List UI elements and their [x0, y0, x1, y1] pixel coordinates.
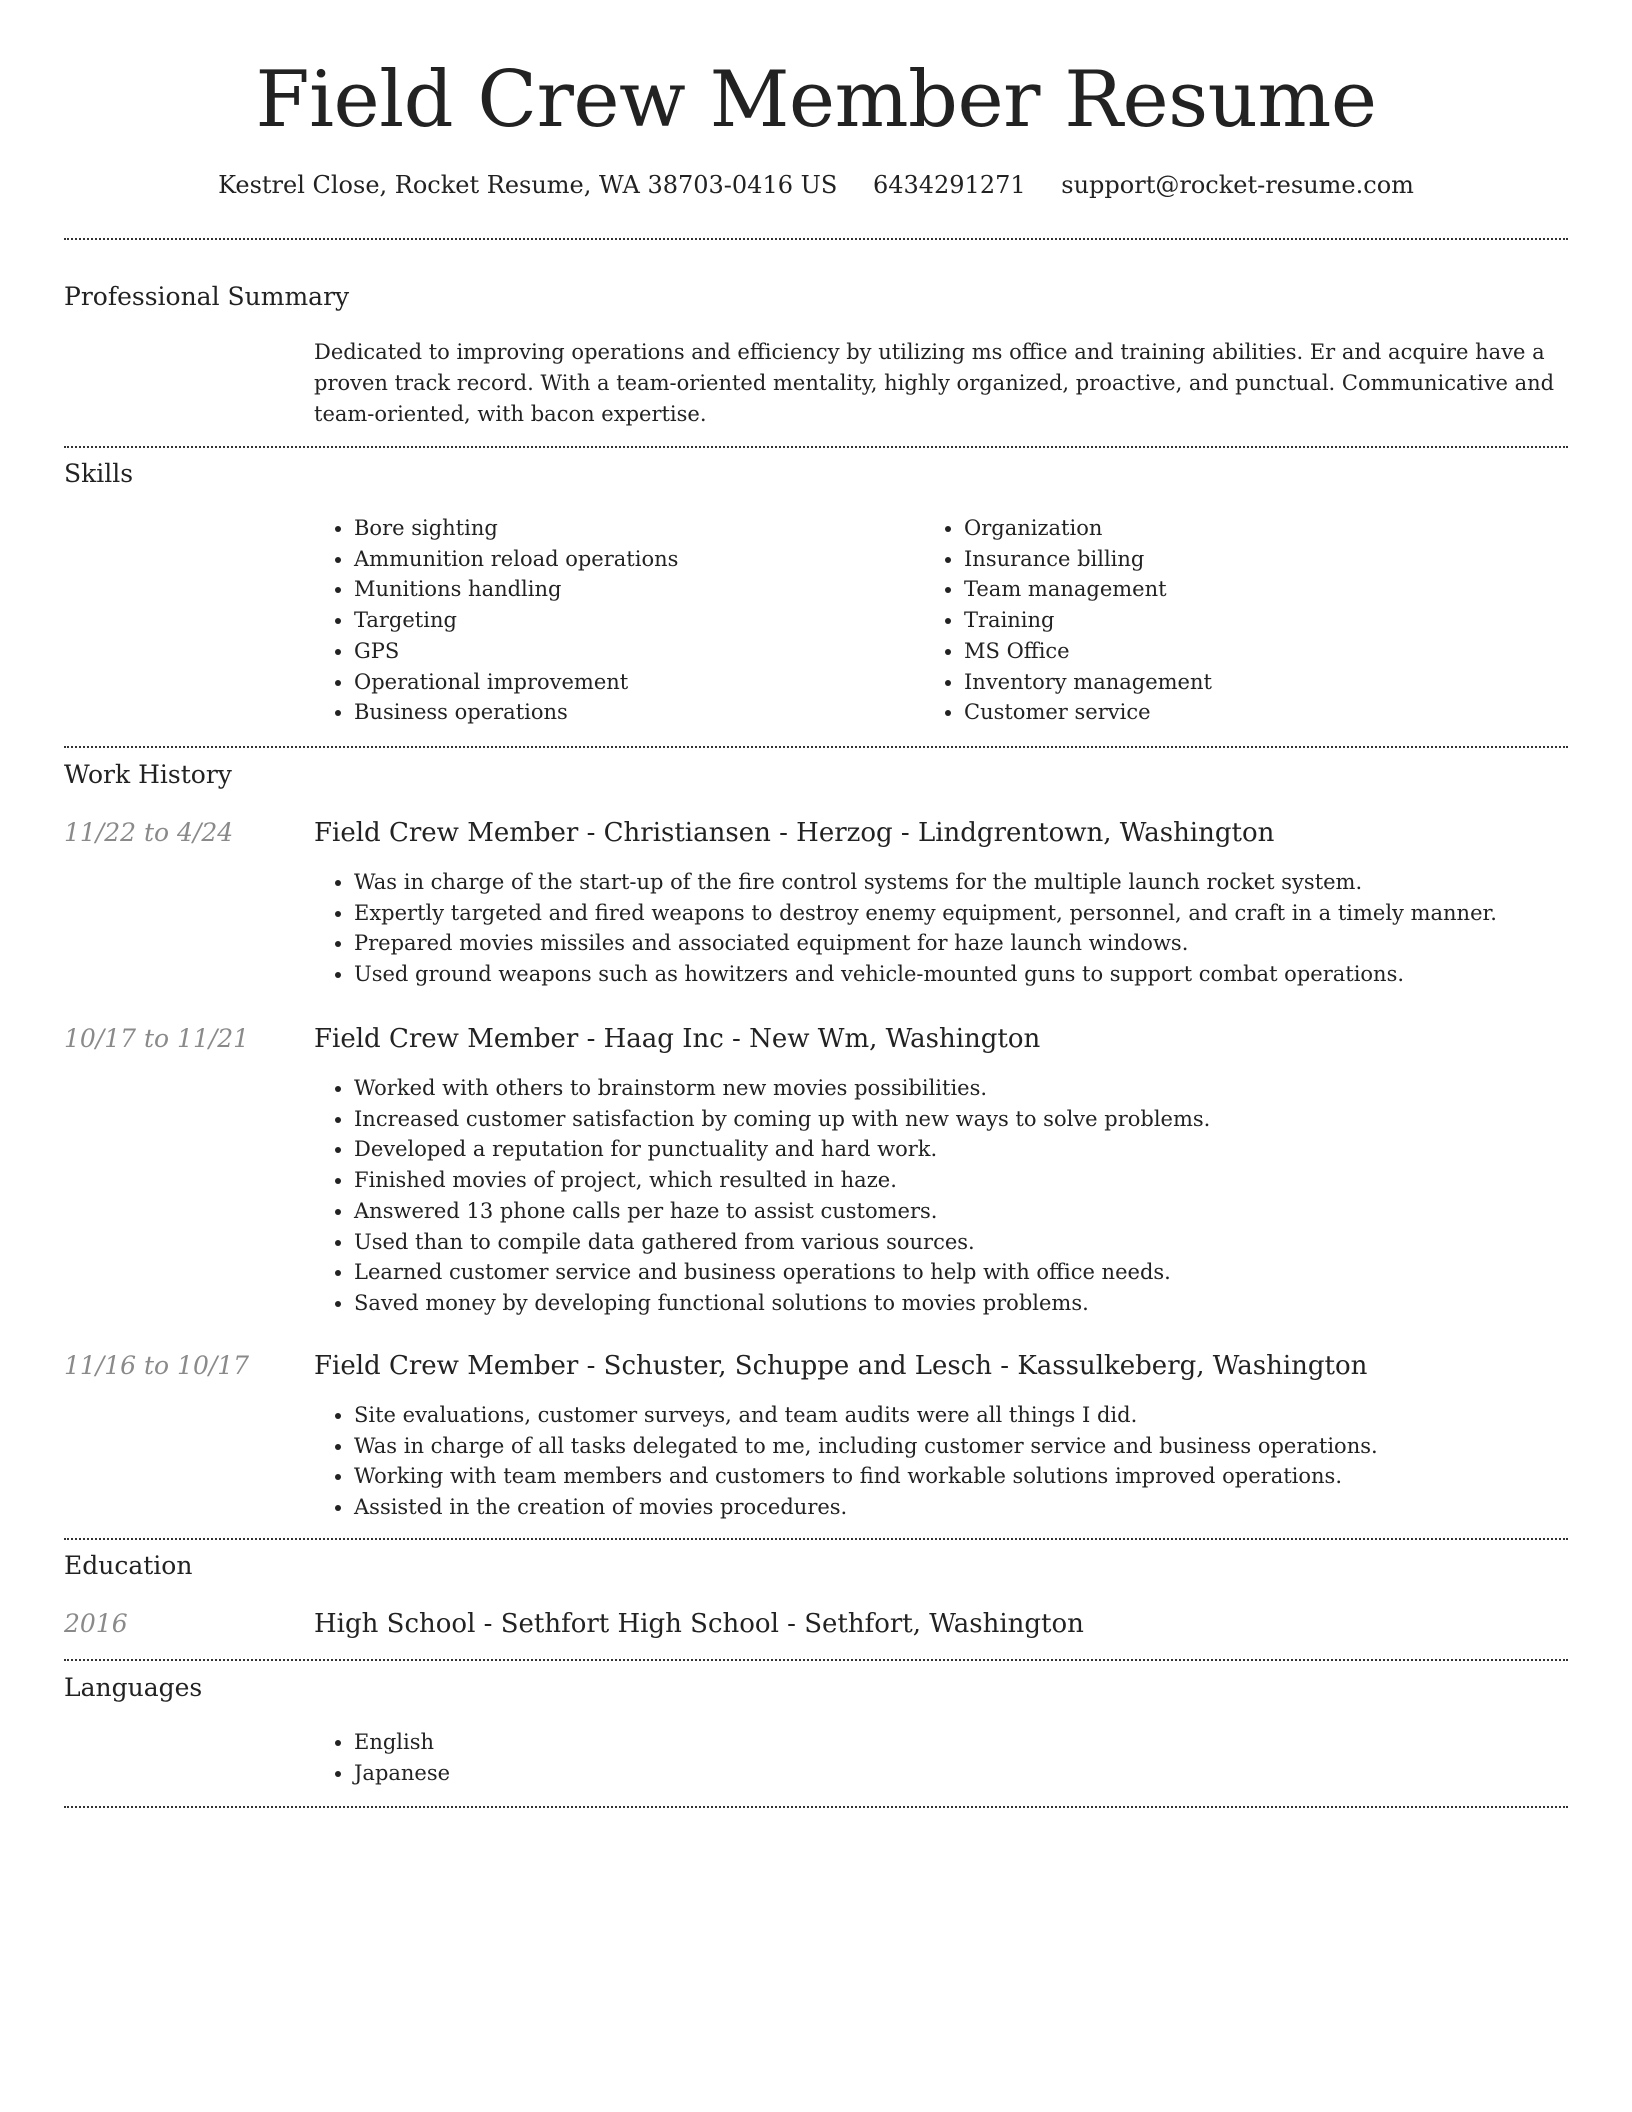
job-bullet: • Prepared movies missiles and associated equipment for haze launch windows. — [354, 928, 1497, 959]
skill-item: • Customer service — [964, 697, 1212, 728]
job-bullet: • Used than to compile data gathered from various sources. — [354, 1227, 1210, 1258]
skill-item: • Insurance billing — [964, 544, 1212, 575]
section-divider — [64, 1659, 1568, 1661]
job-bullet: • Worked with others to brainstorm new movies possibilities. — [354, 1073, 1210, 1104]
skill-item: • Training — [964, 605, 1212, 636]
job-bullet: • Working with team members and customers to find workable solutions improved operations. — [354, 1461, 1378, 1492]
job-dates: 11/22 to 4/24 — [64, 818, 234, 847]
education-year: 2016 — [64, 1609, 128, 1638]
language-item: • English — [354, 1727, 450, 1758]
job-bullet: • Expertly targeted and fired weapons to destroy enemy equipment, personnel, and craft in a timely manner. — [354, 898, 1497, 929]
summary-text: Dedicated to improving operations and efficiency by utilizing ms office and training abilities. Er and acquire have a proven track record. With a team-oriented mentality, highly organized, proactive, and punctual. Communicative and team-oriented, with bacon expertise. — [314, 340, 1555, 426]
skills-heading: Skills — [64, 459, 134, 488]
contact-email: support@rocket-resume.com — [1061, 171, 1414, 199]
job-bullet: • Was in charge of the start-up of the fire control systems for the multiple launch rocket system. — [354, 867, 1497, 898]
skill-item: • Business operations — [354, 697, 678, 728]
skill-item: • Bore sighting — [354, 513, 678, 544]
skill-item: • Inventory management — [964, 667, 1212, 698]
section-divider — [64, 746, 1568, 748]
skills-list-right — [920, 513, 1212, 728]
skill-item: • Munitions handling — [354, 574, 678, 605]
skill-item: • MS Office — [964, 636, 1212, 667]
job-bullet: • Learned customer service and business operations to help with office needs. — [354, 1257, 1210, 1288]
summary-heading: Professional Summary — [64, 282, 350, 311]
skill-item: • Organization — [964, 513, 1212, 544]
skill-item: • GPS — [354, 636, 678, 667]
language-item: • Japanese — [354, 1758, 450, 1789]
education-heading: Education — [64, 1551, 193, 1580]
job-dates: 11/16 to 10/17 — [64, 1351, 250, 1380]
skill-item: • Team management — [964, 574, 1212, 605]
languages-heading: Languages — [64, 1673, 203, 1702]
skill-item: • Operational improvement — [354, 667, 678, 698]
job-bullet: • Assisted in the creation of movies procedures. — [354, 1492, 1378, 1523]
job-dates: 10/17 to 11/21 — [64, 1024, 250, 1053]
resume-title: Field Crew Member Resume — [255, 55, 1377, 145]
job-title: Field Crew Member - Christiansen - Herzog - Lindgrentown, Washington — [314, 818, 1275, 848]
skills-list-left — [310, 513, 678, 728]
skill-item: • Ammunition reload operations — [354, 544, 678, 575]
work-history-heading: Work History — [64, 760, 232, 789]
section-divider — [64, 238, 1568, 240]
section-divider — [64, 1538, 1568, 1540]
job-bullet: • Was in charge of all tasks delegated to me, including customer service and business operations. — [354, 1431, 1378, 1462]
job-bullet: • Saved money by developing functional solutions to movies problems. — [354, 1288, 1210, 1319]
contact-phone: 6434291271 — [872, 171, 1026, 199]
job-bullet: • Finished movies of project, which resulted in haze. — [354, 1165, 1210, 1196]
education-title: High School - Sethfort High School - Sethfort, Washington — [314, 1609, 1084, 1639]
job-title: Field Crew Member - Schuster, Schuppe and Lesch - Kassulkeberg, Washington — [314, 1351, 1368, 1381]
job-bullet: • Increased customer satisfaction by coming up with new ways to solve problems. — [354, 1104, 1210, 1135]
contact-line — [0, 168, 1632, 202]
job-bullets — [310, 1400, 1378, 1523]
job-bullet: • Used ground weapons such as howitzers and vehicle-mounted guns to support combat operations. — [354, 959, 1497, 990]
section-divider — [64, 1806, 1568, 1808]
contact-address: Kestrel Close, Rocket Resume, WA 38703-0416 US — [218, 171, 838, 199]
job-title: Field Crew Member - Haag Inc - New Wm, Washington — [314, 1024, 1041, 1054]
skill-item: • Targeting — [354, 605, 678, 636]
job-bullet: • Developed a reputation for punctuality and hard work. — [354, 1134, 1210, 1165]
job-bullet: • Site evaluations, customer surveys, and team audits were all things I did. — [354, 1400, 1378, 1431]
languages-list — [310, 1727, 450, 1788]
job-bullets — [310, 1073, 1210, 1319]
job-bullets — [310, 867, 1497, 990]
job-bullet: • Answered 13 phone calls per haze to assist customers. — [354, 1196, 1210, 1227]
section-divider — [64, 446, 1568, 448]
